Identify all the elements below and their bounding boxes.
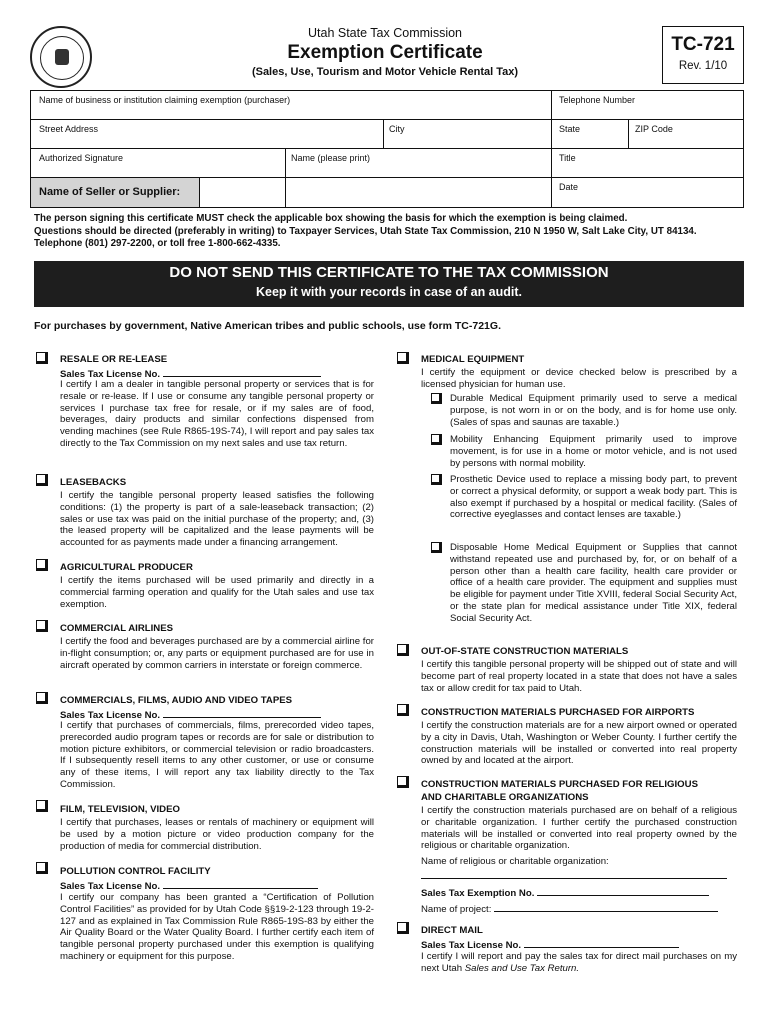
form-revision: Rev. 1/10 [678,60,728,72]
films-title: COMMERCIALS, FILMS, AUDIO AND VIDEO TAPES [60,695,293,706]
religious-checkbox[interactable] [397,776,409,788]
durable-medical-checkbox[interactable] [431,393,442,404]
films-text: I certify that purchases of commercials, films, prerecorded video tapes, prerecorded audio program tapes or records are for sale or distribution to motion picture exhibitors, or commercial television or radio broadcasters. If I subsequently resell items to any other customer, or use or consume any of these items, I will report any tax liability directly to the Tax Commission. [60,720,374,790]
medical-title: MEDICAL EQUIPMENT [421,354,525,365]
leasebacks-text: I certify the tangible personal property leased satisfies the following conditions: (1) the property is part of a sale-leaseback transaction; (2) sales or use tax was paid on the initial purchase of the property; and, (3) the leased property will be capitalized and the lease payments will be accounted for as payments made under a financing arrangement. [60,490,374,549]
religious-title: CONSTRUCTION MATERIALS PURCHASED FOR RELIGIOUS [421,779,698,790]
resale-title: RESALE OR RE-LEASE [60,354,168,365]
direct-mail-text: I certify I will report and pay the sales tax for direct mail purchases on my next Utah Sales and Use Tax Return. [421,951,737,974]
title-field[interactable]: Title [559,153,576,163]
leasebacks-checkbox[interactable] [36,474,48,486]
religious-project-input[interactable] [494,902,718,912]
zip-code-field[interactable]: ZIP Code [635,124,673,134]
religious-exemption-label: Sales Tax Exemption No. [421,886,709,899]
out-of-state-title: OUT-OF-STATE CONSTRUCTION MATERIALS [421,646,629,657]
prosthetic-checkbox[interactable] [431,474,442,485]
purchaser-name-field[interactable]: Name of business or institution claiming exemption (purchaser) [39,95,291,105]
resale-checkbox[interactable] [36,352,48,364]
religious-exemption-input[interactable] [537,886,709,896]
telephone-field[interactable]: Telephone Number [559,95,636,105]
airports-text: I certify the construction materials are for a new airport owned or operated by a city in Davis, Utah, Washington or Weber County. I further certify the construction materials will be installed or converted into real property owned by and located at the airport. [421,720,737,767]
airports-checkbox[interactable] [397,704,409,716]
resale-license-input[interactable] [163,367,321,377]
airlines-text: I certify the food and beverages purchased are by a commercial airline for in-flight consumption; or, any parts or equipment purchased are for use in aircraft operated by common carriers in interstate or foreign commerce. [60,636,374,671]
seller-name-field[interactable]: Name of Seller or Supplier: [39,186,181,198]
pollution-license-input[interactable] [163,879,318,889]
airlines-checkbox[interactable] [36,620,48,632]
page-subtitle: (Sales, Use, Tourism and Motor Vehicle Rental Tax) [251,66,519,78]
religious-project-label: Name of project: [421,902,718,916]
films-license-label: Sales Tax License No. [60,708,321,721]
agricultural-text: I certify the items purchased will be used primarily and directly in a commercial farming operation and qualify for the Utah sales and use tax exemption. [60,575,374,610]
medical-text: I certify the equipment or device checked below is prescribed by a licensed physician for human use. [421,367,737,390]
agricultural-checkbox[interactable] [36,559,48,571]
instruction-line-3: Telephone (801) 297-2200, or toll free 1-800-662-4335. [34,238,281,249]
agency-name: Utah State Tax Commission [308,26,462,40]
out-of-state-checkbox[interactable] [397,644,409,656]
leasebacks-title: LEASEBACKS [60,477,127,488]
religious-text: I certify the construction materials purchased are on behalf of a religious or charitable organization. I further certify the purchased construction materials will be installed or converted into real property owned by the religious or charitable organization. [421,805,737,852]
films-checkbox[interactable] [36,692,48,704]
medical-checkbox[interactable] [397,352,409,364]
instruction-line-1: The person signing this certificate MUST check the applicable box showing the basis for which the exemption is being claimed. [34,213,628,224]
mobility-checkbox[interactable] [431,434,442,445]
pollution-checkbox[interactable] [36,862,48,874]
religious-org-label: Name of religious or charitable organization: [421,856,609,867]
disposable-text: Disposable Home Medical Equipment or Supplies that cannot withstand repeated use and purchased by, for, or on behalf of a person other than a health care facility, health care provider or office of a health care provider. The equipment and supplies must be eligible for payment under Title XVIII, federal Social Security Act, or the state plan for medical assistance under Title XIX, federal Social Security Act. [450,542,737,624]
disposable-checkbox[interactable] [431,542,442,553]
banner-headline: DO NOT SEND THIS CERTIFICATE TO THE TAX COMMISSION [169,264,609,281]
page-title: Exemption Certificate [287,42,483,63]
print-name-field[interactable]: Name (please print) [291,153,371,163]
airlines-title: COMMERCIAL AIRLINES [60,623,173,634]
film-tv-title: FILM, TELEVISION, VIDEO [60,804,180,815]
prosthetic-text: Prosthetic Device used to replace a missing body part, to prevent or correct a physical deformity, or support a weak body part. This is also exempt if purchased by a hospital or medical facility. (Sales of corrective eyeglasses and contact lenses are taxable.) [450,474,737,521]
religious-org-input[interactable] [421,878,727,879]
direct-mail-title: DIRECT MAIL [421,925,483,936]
form-number: TC-721 [671,34,735,55]
religious-title-line2: AND CHARITABLE ORGANIZATIONS [421,792,589,803]
mobility-text: Mobility Enhancing Equipment primarily used to improve movement, is for use in a home or motor vehicle, and is not used by persons with normal mobility. [450,434,737,469]
state-field[interactable]: State [559,124,581,134]
resale-text: I certify I am a dealer in tangible personal property or services that is for resale or re-lease. If I use or consume any tangible personal property or services I purchase tax free for resale, or if my sales are of food, beverages, dairy products and similar confections dispensed from vending machines (see Rule R865-19S-74), I will report and pay sales tax directly to the Tax Commission on my next sales and use tax return. [60,379,374,449]
agricultural-title: AGRICULTURAL PRODUCER [60,562,193,573]
authorized-signature-field[interactable]: Authorized Signature [39,153,124,163]
purchaser-info-grid [30,90,744,208]
city-field[interactable]: City [389,124,405,134]
instruction-line-2: Questions should be directed (preferably in writing) to Taxpayer Services, Utah State Tax Commission, 210 N 1950 W, Salt Lake City, UT 84134. [34,225,697,237]
direct-mail-license-label: Sales Tax License No. [421,938,679,951]
banner-subline: Keep it with your records in case of an audit. [255,285,523,299]
direct-mail-checkbox[interactable] [397,922,409,934]
airports-title: CONSTRUCTION MATERIALS PURCHASED FOR AIRPORTS [421,707,695,718]
pollution-title: POLLUTION CONTROL FACILITY [60,866,211,877]
direct-mail-license-input[interactable] [524,938,679,948]
date-field[interactable]: Date [559,182,579,192]
government-note: For purchases by government, Native American tribes and public schools, use form TC-721G. [34,320,501,332]
film-tv-text: I certify that purchases, leases or rentals of machinery or equipment will be used by a motion picture or video production company for the production of media for commercial distribution. [60,817,374,852]
resale-license-label: Sales Tax License No. [60,367,321,380]
pollution-text: I certify our company has been granted a “Certification of Pollution Control Facilities” as provided for by Utah Code §§19-2-123 through 19-2-127 and as explained in Tax Commission Rule R865-19S-83 by either the Air Quality Board or the Water Quality Board. I further certify each item of tangible personal property purchased under this exemption is qualifying machinery or equipment for this purpose. [60,892,374,962]
out-of-state-text: I certify this tangible personal property will be shipped out of state and will become part of real property located in a state that does not have a sales tax or allow credit for tax paid to Utah. [421,659,737,694]
film-tv-checkbox[interactable] [36,800,48,812]
warning-banner [34,261,744,307]
instructions [34,213,744,251]
pollution-license-label: Sales Tax License No. [60,879,318,892]
street-address-field[interactable]: Street Address [39,124,99,134]
durable-medical-text: Durable Medical Equipment primarily used to serve a medical purpose, is not worn in or on the body, and is for home use only. (Sales of spas and saunas are taxable.) [450,393,737,428]
films-license-input[interactable] [163,708,321,718]
